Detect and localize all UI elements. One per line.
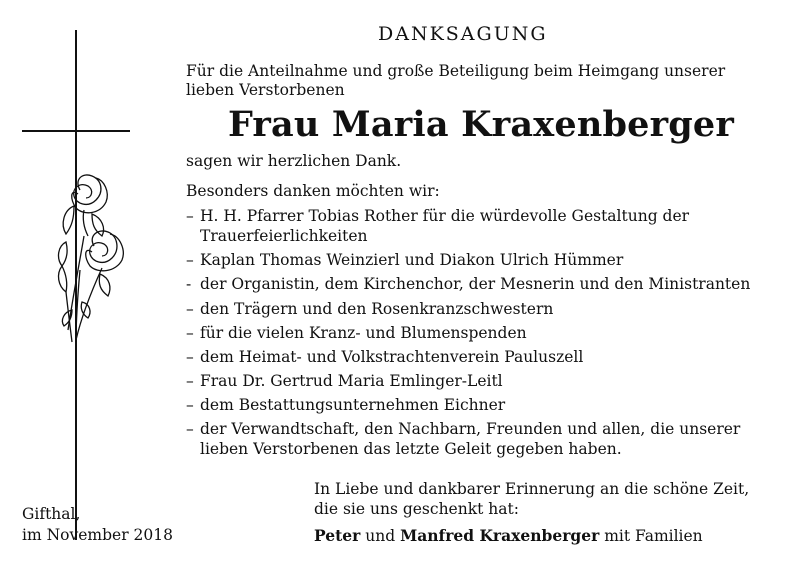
list-dash: – — [186, 371, 194, 390]
list-dash: – — [186, 323, 194, 342]
list-item-text: Frau Dr. Gertrud Maria Emlinger-Leitl — [200, 371, 503, 390]
list-item — [186, 323, 784, 343]
intro-text: Für die Anteilnahme und große Beteiligung beim Heimgang unserer lieben Verstorbenen — [186, 62, 726, 99]
list-item-text: den Trägern und den Rosenkranzschwestern — [200, 299, 554, 318]
signature-connector: und — [365, 527, 396, 545]
list-item-text: der Organistin, dem Kirchenchor, der Mesnerin und den Ministranten — [200, 275, 751, 294]
list-item — [186, 206, 784, 247]
closing-line-2: die sie uns geschenkt hat: — [314, 500, 519, 518]
place-text: Gifthal, — [22, 505, 81, 523]
signature-name-1: Peter — [314, 526, 361, 545]
notice-heading: DANKSAGUNG — [378, 23, 548, 45]
list-item-text: H. H. Pfarrer Tobias Rother für die würdevolle Gestaltung der Trauerfeierlichkeiten — [200, 207, 690, 246]
list-item — [186, 250, 784, 270]
list-dash: – — [186, 299, 194, 318]
special-thanks-intro: Besonders danken möchten wir: — [186, 182, 440, 200]
signature-name-2: Manfred Kraxenberger — [400, 526, 600, 545]
list-item-text: der Verwandtschaft, den Nachbarn, Freunden und allen, die unserer lieben Verstorbenen das letzte Geleit gegeben haben. — [200, 420, 741, 459]
list-item — [186, 419, 784, 460]
closing-line-1: In Liebe und dankbarer Erinnerung an die schöne Zeit, — [314, 480, 750, 498]
list-item — [186, 347, 784, 367]
list-dash: – — [186, 395, 194, 414]
signature — [314, 526, 703, 545]
list-dash: – — [186, 207, 194, 225]
list-dash: – — [186, 347, 194, 366]
closing-text — [314, 479, 749, 519]
list-item-text: dem Bestattungsunternehmen Eichner — [200, 395, 506, 414]
list-item-text: für die vielen Kranz- und Blumenspenden — [200, 323, 527, 342]
list-item — [186, 299, 784, 319]
place-and-date — [22, 504, 173, 546]
list-item — [186, 371, 784, 391]
thanks-list — [186, 206, 784, 463]
list-dash: – — [186, 420, 194, 439]
list-item — [186, 274, 784, 294]
date-text: im November 2018 — [22, 526, 173, 544]
thanks-text: sagen wir herzlichen Dank. — [186, 152, 402, 170]
rose-icon — [59, 175, 124, 342]
list-item-text: dem Heimat- und Volkstrachtenverein Pauluszell — [200, 347, 584, 366]
list-item — [186, 395, 784, 415]
list-dash: - — [186, 275, 192, 294]
deceased-name: Frau Maria Kraxenberger — [227, 104, 735, 145]
list-item-text: Kaplan Thomas Weinzierl und Diakon Ulrich Hümmer — [200, 251, 624, 270]
list-dash: – — [186, 251, 194, 270]
signature-suffix: mit Familien — [604, 527, 703, 545]
